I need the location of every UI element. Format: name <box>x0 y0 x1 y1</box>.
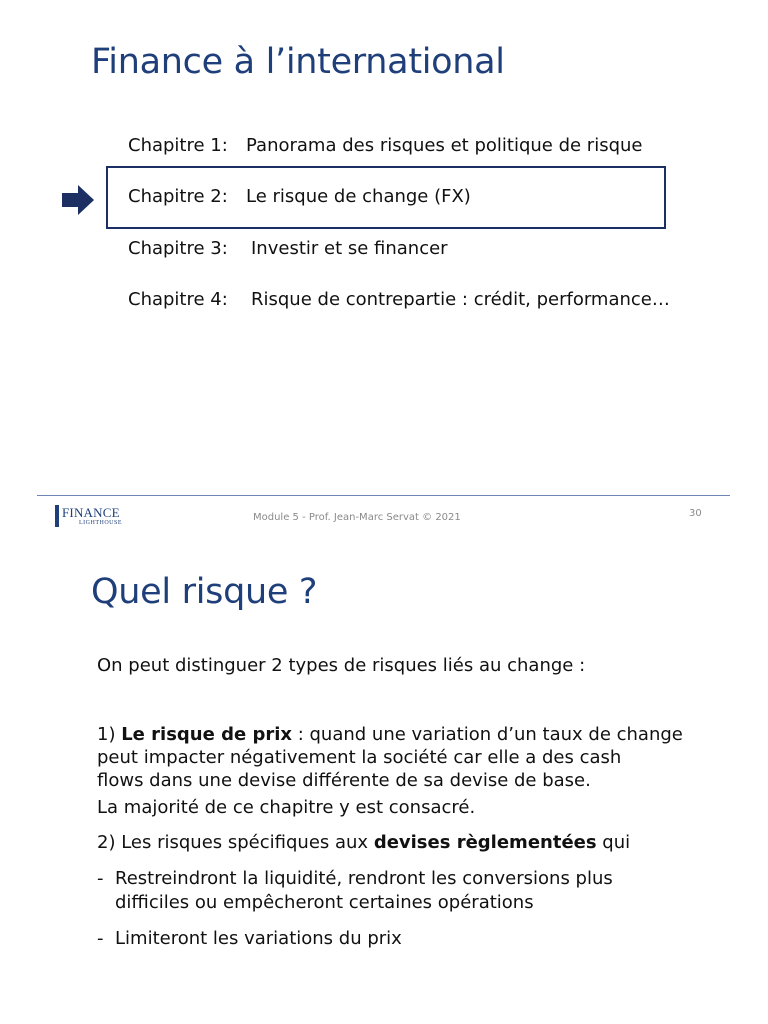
chapter-title: Investir et se financer <box>251 238 448 259</box>
chapter-2-row <box>128 186 471 207</box>
point-1-bold: Le risque de prix <box>121 724 292 745</box>
chapter-4-row <box>128 289 670 310</box>
bullet-dash: - <box>97 928 104 949</box>
slide-title-2: Quel risque ? <box>91 572 318 612</box>
page-number: 30 <box>689 508 702 519</box>
chapter-number: Chapitre 3: <box>128 238 228 259</box>
chapter-number: Chapitre 4: <box>128 289 228 310</box>
point-2 <box>97 831 630 854</box>
point-1-line-2: peut impacter négativement la société car elle a des cash <box>97 747 622 768</box>
chapter-1-row <box>128 135 643 156</box>
point-1-line-4: La majorité de ce chapitre y est consacré. <box>97 797 476 818</box>
point-1-rest: : quand une variation d’un taux de change <box>291 724 683 745</box>
logo-sub-text: LIGHTHOUSE <box>79 520 122 526</box>
bullet-2-text: Limiteront les variations du prix <box>115 928 402 949</box>
point-1-line-3: flows dans une devise différente de sa devise de base. <box>97 770 591 791</box>
footer-divider <box>37 495 730 496</box>
point-2-prefix: 2) Les risques spécifiques aux <box>97 832 374 853</box>
chapter-number: Chapitre 2: <box>128 186 228 207</box>
bullet-1-line-1: Restreindront la liquidité, rendront les conversions plus <box>115 868 613 889</box>
point-1-prefix: 1) <box>97 724 122 745</box>
logo-main-text: FINANCE <box>62 505 120 520</box>
chapter-title: Le risque de change (FX) <box>246 186 471 207</box>
chapter-title: Risque de contrepartie : crédit, performance… <box>251 289 670 310</box>
lighthouse-icon <box>55 505 59 527</box>
chapter-3-row <box>128 238 448 259</box>
intro-text: On peut distinguer 2 types de risques liés au change : <box>97 655 586 676</box>
finance-lighthouse-logo <box>55 505 125 529</box>
right-arrow-icon <box>62 185 94 215</box>
footer-text: Module 5 - Prof. Jean-Marc Servat © 2021 <box>253 512 461 523</box>
chapter-number: Chapitre 1: <box>128 135 228 156</box>
slide-title: Finance à l’international <box>91 42 505 82</box>
bullet-1-line-2: difficiles ou empêcheront certaines opérations <box>115 892 534 913</box>
bullet-dash: - <box>97 868 104 889</box>
chapter-title: Panorama des risques et politique de risque <box>246 135 643 156</box>
point-2-suffix: qui <box>596 832 631 853</box>
point-1-line-1 <box>97 723 683 746</box>
point-2-bold: devises règlementées <box>373 832 597 853</box>
